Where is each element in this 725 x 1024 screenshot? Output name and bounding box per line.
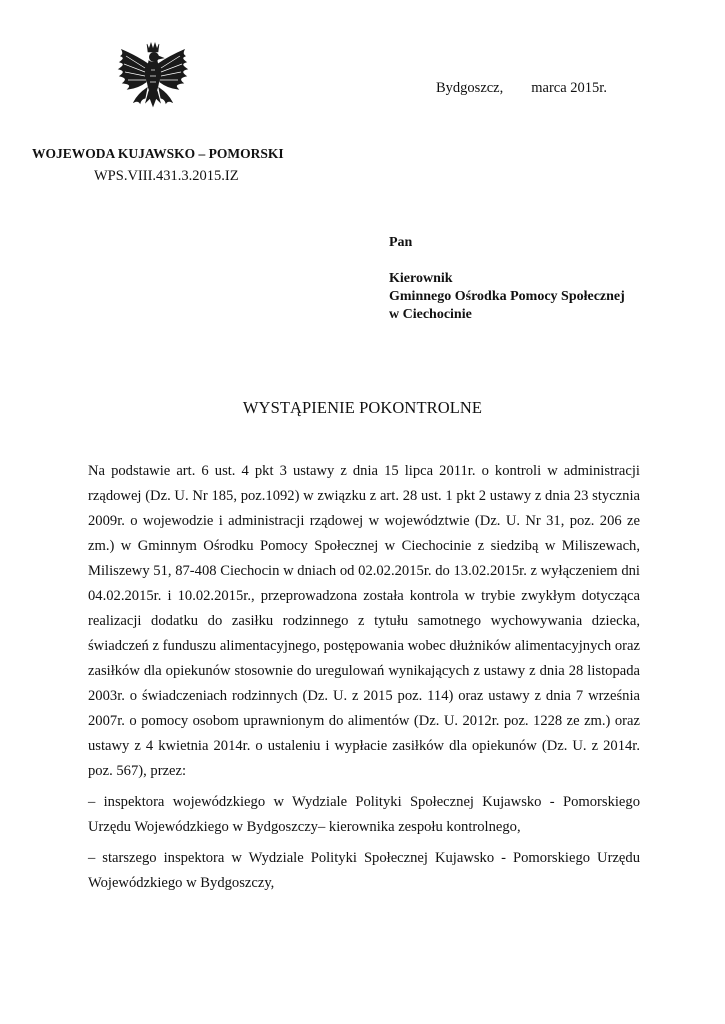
reference-number: WPS.VIII.431.3.2015.IZ — [94, 168, 239, 184]
issuing-authority: WOJEWODA KUJAWSKO – POMORSKI — [32, 146, 284, 161]
inspector-list-item: – inspektora wojewódzkiego w Wydziale Polityki Społecznej Kujawsko - Pomorskiego Urzędu Wojewódzkiego w Bydgoszczy– kierownika zespołu kontrolnego, — [88, 794, 640, 835]
body-paragraph: Na podstawie art. 6 ust. 4 pkt 3 ustawy z dnia 15 lipca 2011r. o kontroli w administracji rządowej (Dz. U. Nr 185, poz.1092) w związku z art. 28 ust. 1 pkt 2 ustawy z dnia 23 stycznia 2009r. o wojewodzie i administracji rządowej w województwie (Dz. U. Nr 31, poz. 206 ze zm.) w Gminnym Ośrodku Pomocy Społecznej w Ciechocinie z siedzibą w Miliszewach, Miliszewy 51, 87-408 Ciechocin w dniach od 02.02.2015r. do 13.02.2015r. z wyłączeniem dni 04.02.2015r. i 10.02.2015r., przeprowadzona została kontrola w trybie zwykłym dotycząca realizacji dodatku do zasiłku rodzinnego z tytułu samotnego wychowywania dziecka, świadczeń z funduszu alimentacyjnego, postępowania wobec dłużników alimentacyjnych oraz zasiłków dla opiekunów stosownie do uregulowań wynikających z ustawy z dnia 28 listopada 2003r. o świadczeniach rodzinnych (Dz. U. z 2015 poz. 114) oraz ustawy z dnia 7 września 2007r. o pomocy osobom uprawnionym do alimentów (Dz. U. 2012r. poz. 1228 ze zm.) oraz ustawy z 4 kwietnia 2014r. o ustaleniu i wypłacie zasiłków dla opiekunów (Dz. U. z 2014r. poz. 567), przez: — [88, 463, 640, 779]
document-body — [88, 459, 640, 896]
city: Bydgoszcz, — [436, 80, 504, 96]
place-and-date — [436, 80, 607, 97]
polish-eagle-emblem-icon — [116, 40, 190, 124]
addressee-salutation: Pan — [389, 235, 413, 250]
addressee-institution: Gminnego Ośrodka Pomocy Społecznej — [389, 289, 625, 304]
addressee-role: Kierownik — [389, 271, 453, 286]
date: marca 2015r. — [531, 80, 607, 96]
document-title: WYSTĄPIENIE POKONTROLNE — [242, 398, 483, 417]
addressee-block — [389, 234, 625, 324]
addressee-location: w Ciechocinie — [389, 307, 472, 322]
inspector-list-item: – starszego inspektora w Wydziale Polityki Społecznej Kujawsko - Pomorskiego Urzędu Wojewódzkiego w Bydgoszczy, — [88, 850, 640, 891]
